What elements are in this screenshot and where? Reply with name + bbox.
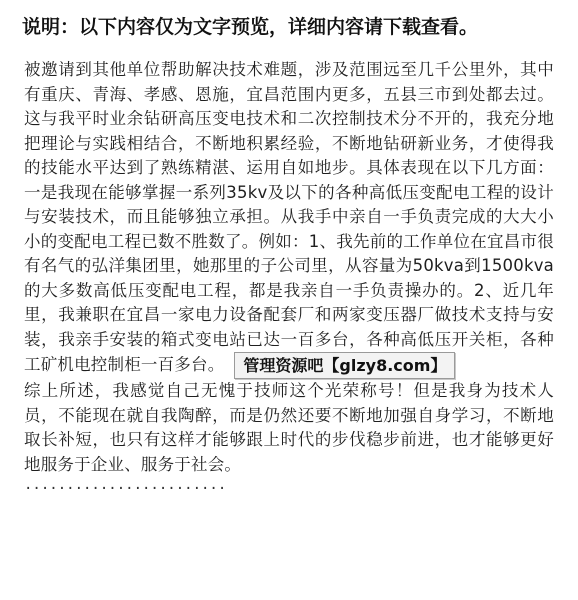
paragraph-skills [24,58,554,379]
paragraph-skills-text: 被邀请到其他单位帮助解决技术难题，涉及范围远至几千公里外，其中有重庆、青海、孝感、恩施，宜昌范围内更多，五县三市到处都去过。这与我平时业余钻研高压变电技术和二次控制技术分不开的，我充分地把理论与实践相结合，不断地积累经验，不断地钻研新业务，才使得我的技能水平达到了熟练精湛、运用自如地步。具体表现在以下几方面：一是我现在能够掌握一系列35kv及以下的各种高低压变配电工程的设计与安装技术，而且能够独立承担。从我手中亲自一手负责完成的大大小小的变配电工程已数不胜数了。例如：1、我先前的工作单位在宜昌市很有名气的弘洋集团里，她那里的子公司里，从容量为50kva到1500kva的大多数高低压变配电工程，都是我亲自一手负责操办的。2、近几年里，我兼职在宜昌一家电力设备配套厂和两家变压器厂做技术支持与安装，我亲手安装的箱式变电站已达一百多台，各种高低压开关柜，各种工矿机电控制柜一百多台。 [24,60,554,374]
paragraph-conclusion: 综上所述，我感觉自己无愧于技师这个光荣称号！但是我身为技术人员，不能现在就自我陶醉，而是仍然还要不断地加强自身学习，不断地取长补短，也只有这样才能够跟上时代的步伐稳步前进，也才能够更好地服务于企业、服务于社会。 [24,381,554,474]
source-watermark-badge: 管理资源吧【glzy8.com】 [234,352,455,379]
preview-notice: 说明：以下内容仅为文字预览，详细内容请下载查看。 [22,16,479,38]
truncation-ellipsis: ························ [24,481,227,497]
article-body [24,58,554,497]
